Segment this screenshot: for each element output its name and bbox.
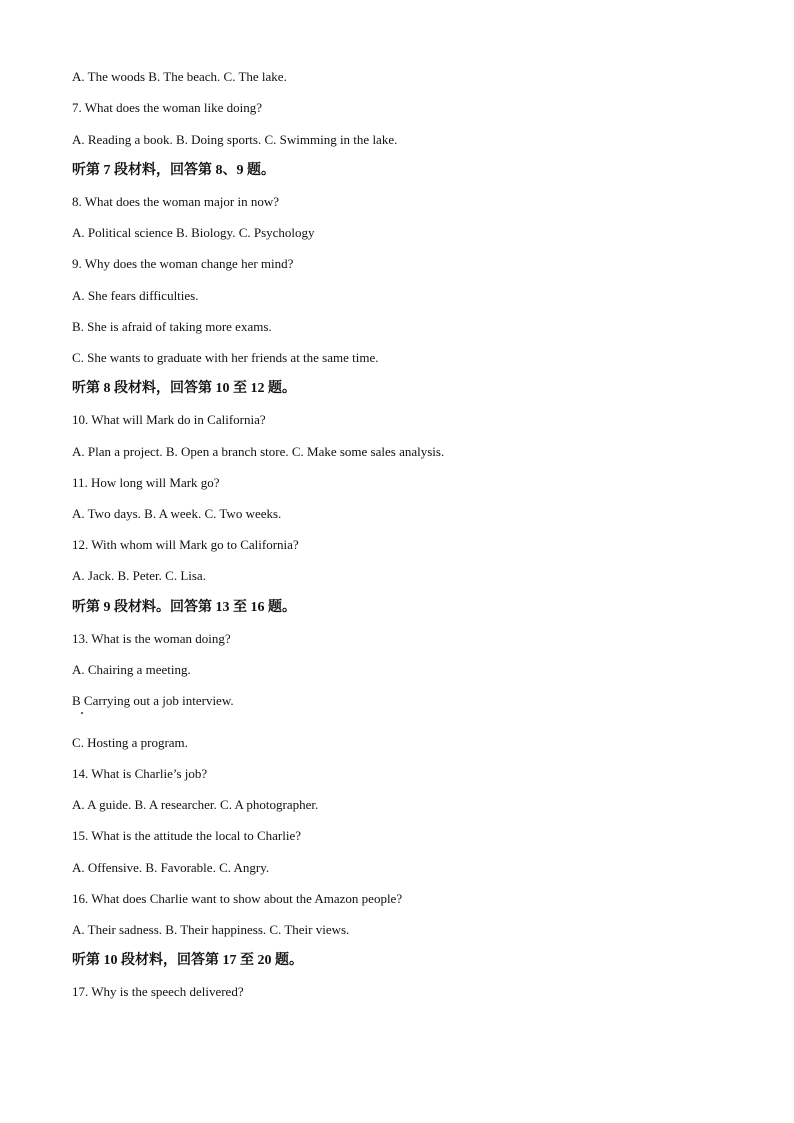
answer-options-q11: A. Two days. B. A week. C. Two weeks.	[72, 506, 282, 521]
section-heading-8: 听第 8 段材料，回答第 10 至 12 题。	[72, 381, 296, 396]
question-14: 14. What is Charlie’s job?	[72, 766, 208, 781]
stray-dot-mark	[81, 712, 83, 714]
answer-options-q12: A. Jack. B. Peter. C. Lisa.	[72, 568, 206, 583]
answer-options-q7: A. Reading a book. B. Doing sports. C. Swimming in the lake.	[72, 132, 398, 147]
question-9: 9. Why does the woman change her mind?	[72, 256, 294, 271]
question-15: 15. What is the attitude the local to Charlie?	[72, 828, 301, 843]
section-heading-7: 听第 7 段材料，回答第 8、9 题。	[72, 163, 275, 178]
section-heading-10: 听第 10 段材料，回答第 17 至 20 题。	[72, 953, 303, 968]
answer-option-q9-b: B. She is afraid of taking more exams.	[72, 319, 272, 334]
question-13: 13. What is the woman doing?	[72, 631, 231, 646]
answer-option-q9-a: A. She fears difficulties.	[72, 288, 199, 303]
question-11: 11. How long will Mark go?	[72, 475, 220, 490]
answer-option-q13-b: B Carrying out a job interview.	[72, 693, 234, 708]
question-16: 16. What does Charlie want to show about the Amazon people?	[72, 891, 403, 906]
section-heading-9: 听第 9 段材料。回答第 13 至 16 题。	[72, 600, 296, 615]
answer-options-q6: A. The woods B. The beach. C. The lake.	[72, 69, 287, 84]
answer-options-q8: A. Political science B. Biology. C. Psychology	[72, 225, 315, 240]
answer-option-q13-a: A. Chairing a meeting.	[72, 662, 191, 677]
question-12: 12. With whom will Mark go to California?	[72, 537, 299, 552]
answer-options-q14: A. A guide. B. A researcher. C. A photographer.	[72, 797, 319, 812]
answer-options-q10: A. Plan a project. B. Open a branch store. C. Make some sales analysis.	[72, 444, 445, 459]
answer-option-q9-c: C. She wants to graduate with her friends at the same time.	[72, 350, 379, 365]
question-7: 7. What does the woman like doing?	[72, 100, 263, 115]
answer-options-q16: A. Their sadness. B. Their happiness. C. Their views.	[72, 922, 350, 937]
question-10: 10. What will Mark do in California?	[72, 412, 266, 427]
question-17: 17. Why is the speech delivered?	[72, 984, 244, 999]
question-8: 8. What does the woman major in now?	[72, 194, 279, 209]
answer-options-q15: A. Offensive. B. Favorable. C. Angry.	[72, 860, 270, 875]
answer-option-q13-c: C. Hosting a program.	[72, 735, 188, 750]
